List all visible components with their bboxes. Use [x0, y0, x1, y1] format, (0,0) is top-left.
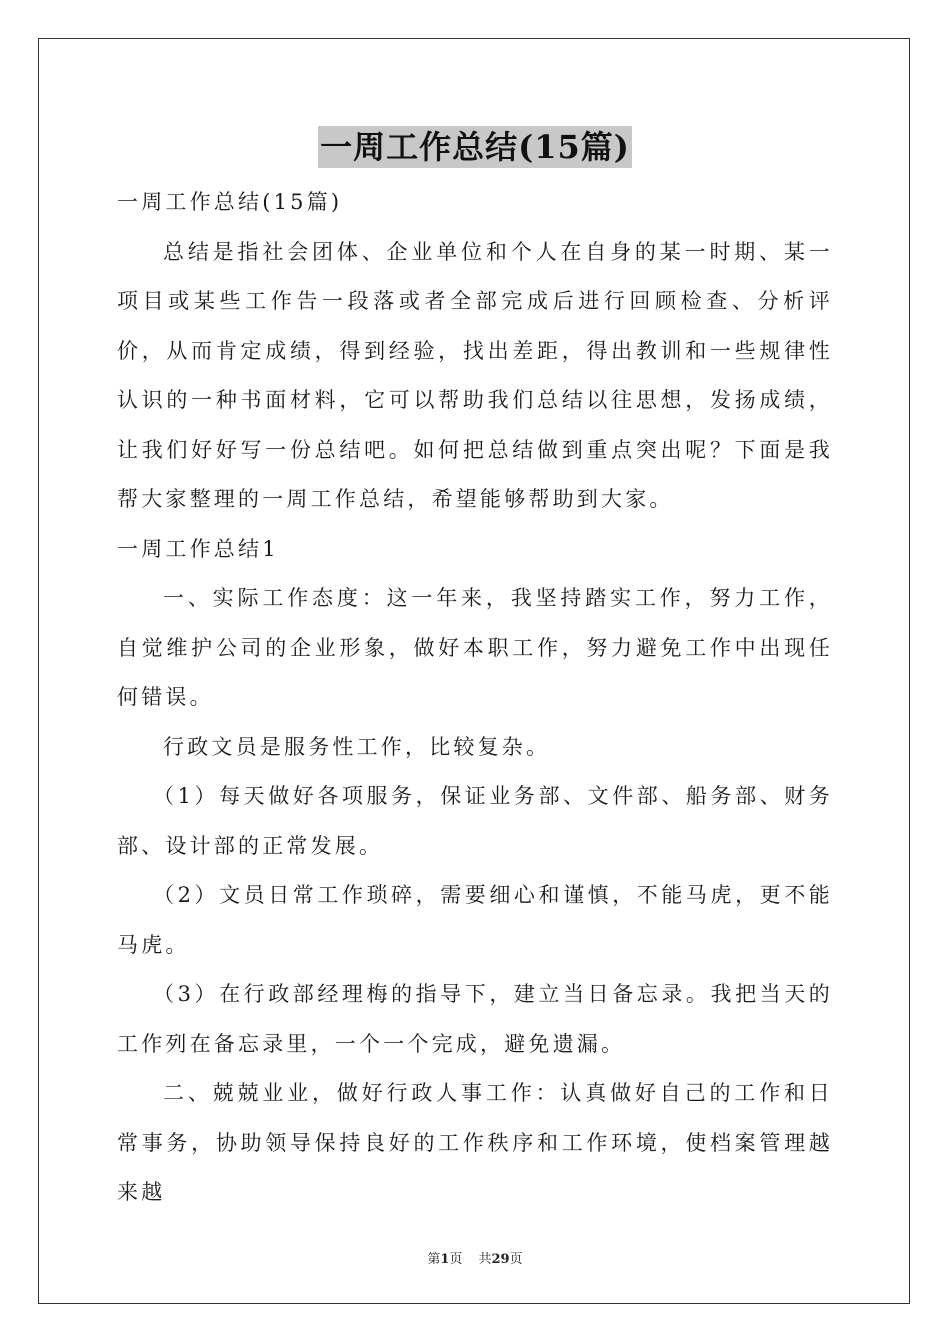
- total-pages: 29: [491, 1252, 510, 1267]
- body-paragraph: 一、实际工作态度：这一年来，我坚持踏实工作，努力工作，自觉维护公司的企业形象，做好本职工作，努力避免工作中出现任何错误。: [117, 586, 833, 709]
- total-suffix: 页: [509, 1252, 523, 1267]
- list-item-paragraph: （1）每天做好各项服务，保证业务部、文件部、船务部、财务部、设计部的正常发展。: [117, 784, 833, 858]
- section-heading: 一周工作总结1: [117, 536, 279, 561]
- document-title: 一周工作总结(15篇): [320, 128, 630, 166]
- page-prefix: 第: [427, 1252, 441, 1267]
- list-item-paragraph: （3）在行政部经理梅的指导下，建立当日备忘录。我把当天的工作列在备忘录里，一个一个完成，避免遗漏。: [117, 982, 833, 1056]
- total-prefix: 共: [478, 1252, 492, 1267]
- page-suffix: 页: [449, 1252, 463, 1267]
- subtitle-paragraph: 一周工作总结(15篇): [117, 190, 343, 214]
- page-number: 1: [440, 1252, 450, 1267]
- list-item-paragraph: （2）文员日常工作琐碎，需要细心和谨慎，不能马虎，更不能马虎。: [117, 883, 833, 957]
- title-area: [0, 126, 950, 168]
- body-paragraph: 行政文员是服务性工作，比较复杂。: [163, 734, 551, 759]
- intro-paragraph: 总结是指社会团体、企业单位和个人在自身的某一时期、某一项目或某些工作告一段落或者全部完成后进行回顾检查、分析评价，从而肯定成绩，得到经验，找出差距，得出教训和一些规律性认识的一种书面材料，它可以帮助我们总结以往思想，发扬成绩，让我们好好写一份总结吧。如何把总结做到重点突出呢？下面是我帮大家整理的一周工作总结，希望能够帮助到大家。: [117, 239, 833, 511]
- body-paragraph: 二、兢兢业业，做好行政人事工作：认真做好自己的工作和日常事务，协助领导保持良好的工作秩序和工作环境，使档案管理越来越: [117, 1081, 833, 1204]
- document-body: [117, 178, 833, 1218]
- page-footer: [0, 1248, 950, 1267]
